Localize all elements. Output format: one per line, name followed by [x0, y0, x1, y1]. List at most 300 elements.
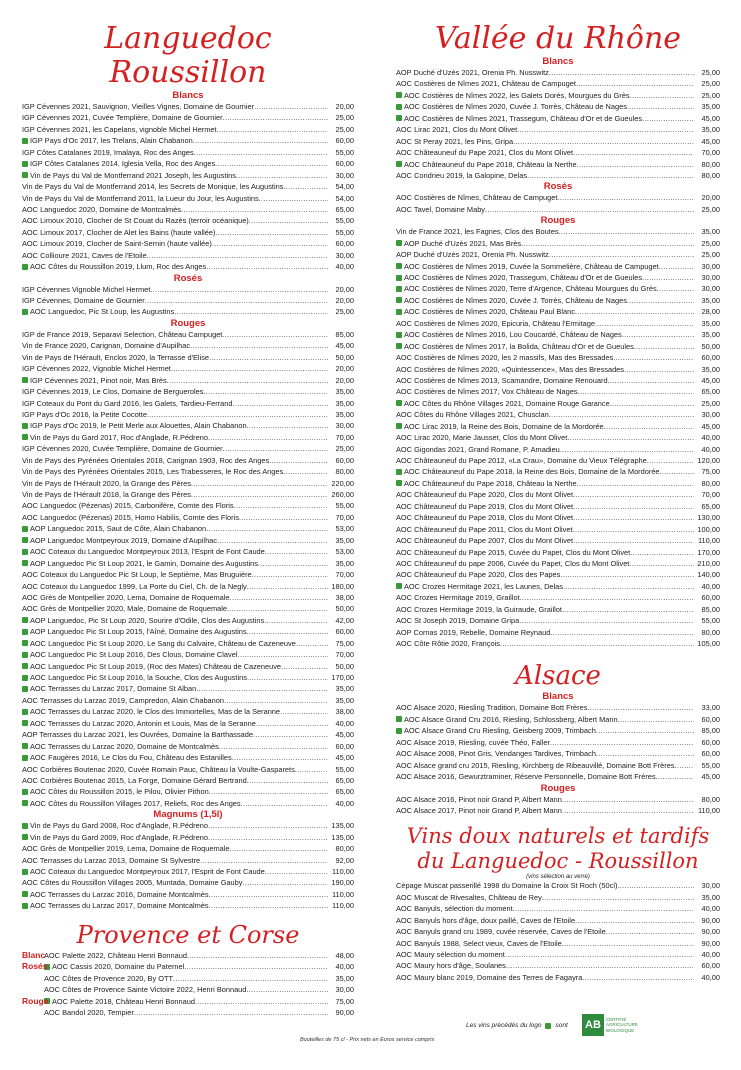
wine-name: IGP Pays d'Oc 2017, les Trelans, Alain Chabanon — [30, 136, 193, 146]
wine-row — [396, 581, 720, 592]
wine-price: 70,00 — [328, 569, 354, 580]
wine-price: 90,00 — [694, 915, 720, 926]
wine-price: 40,00 — [694, 949, 720, 960]
wine-price: 70,00 — [328, 512, 354, 523]
wine-price: 20,00 — [694, 192, 720, 203]
wine-price: 20,00 — [328, 363, 354, 374]
wine-name: AOP Terrasses du Larzac 2021, les Ouvrées, Domaine la Barthassade — [22, 730, 254, 740]
wine-row — [22, 352, 354, 363]
wine-name: AOC Terrasses du Larzac 2020, Domaine de Montcalmès — [30, 741, 219, 751]
wine-row — [22, 683, 354, 694]
wine-row — [22, 877, 354, 888]
wine-name: AOP Languedoc, Pic St Loup 2020, Sourire d'Odile, Clos des Augustins — [30, 615, 265, 625]
wine-price: 65,00 — [694, 501, 720, 512]
provence-list — [22, 950, 354, 1019]
wine-price: 35,00 — [694, 329, 720, 340]
wine-row — [396, 638, 720, 649]
wine-price: 220,00 — [328, 478, 354, 489]
wine-name: Vin de Pays de l'Hérault 2018, la Grange des Pères — [22, 490, 191, 499]
wine-row — [396, 892, 720, 903]
wine-price: 30,00 — [328, 984, 354, 995]
wine-price: 60,00 — [694, 737, 720, 748]
wine-row — [396, 455, 720, 466]
wine-price: 60,00 — [694, 714, 720, 725]
bio-leaf-icon — [396, 716, 402, 722]
wine-row — [22, 158, 354, 169]
wine-price: 65,00 — [328, 204, 354, 215]
wine-row — [396, 238, 720, 249]
wine-price: 65,00 — [694, 386, 720, 397]
wine-name: AOC Languedoc, Pic St Loup, les Augustins — [30, 307, 175, 317]
bio-leaf-icon — [22, 869, 28, 875]
bio-leaf-icon — [22, 617, 28, 623]
bio-leaf-icon — [396, 400, 402, 406]
bio-leaf-icon — [396, 343, 402, 349]
wine-price: 30,00 — [328, 420, 354, 431]
bio-leaf-icon — [22, 264, 28, 270]
wine-price: 55,00 — [694, 615, 720, 626]
wine-row — [22, 661, 354, 672]
wine-row — [22, 900, 354, 911]
wine-price: 35,00 — [694, 124, 720, 135]
wine-name: IGP Côtes Catalanes 2019, Imalaya, Roc des Anges — [22, 147, 194, 157]
wine-name: AOC Bandol 2020, Tempier — [44, 1007, 134, 1017]
wine-row — [22, 729, 354, 740]
wine-name: AOC Châteauneuf du Pape 2019, Clos du Mont Olivet — [396, 501, 574, 511]
wine-price: 25,00 — [328, 443, 354, 454]
wine-name: AOC St Peray 2021, les Pins, Gripa — [396, 136, 514, 146]
wine-price: 40,00 — [694, 444, 720, 455]
wine-row — [22, 135, 354, 146]
wine-name: AOC Côtes du Rhône Villages 2021, Chusclan — [396, 410, 549, 420]
wine-row — [22, 961, 354, 972]
wine-price: 45,00 — [694, 136, 720, 147]
bio-leaf-icon — [22, 423, 28, 429]
wine-row — [396, 737, 720, 748]
wine-row — [396, 558, 720, 569]
wine-price: 110,00 — [328, 889, 354, 900]
wine-row — [22, 386, 354, 397]
wine-price: 135,00 — [328, 832, 354, 843]
wine-row — [22, 193, 354, 204]
wine-row — [22, 638, 354, 649]
wine-name: AOC Terrasses du Larzac 2020, Antonin et Louis, Mas de la Seranne — [30, 718, 256, 728]
bio-leaf-icon — [22, 800, 28, 806]
wine-price: 30,00 — [694, 880, 720, 891]
wine-row — [396, 926, 720, 937]
alsace-title: Alsace — [515, 661, 601, 692]
wine-name: IGP Cévennes 2021, Pinot noir, Mas Brès — [30, 375, 167, 385]
wine-price: 20,00 — [328, 295, 354, 306]
wine-row — [396, 702, 720, 713]
wine-name: AOC Costières de Nîmes 2016, Lou Coucardé, Château de Nages — [404, 330, 622, 340]
wine-row — [22, 615, 354, 626]
wine-row — [396, 352, 720, 363]
wine-price: 55,00 — [328, 500, 354, 511]
wine-name: AOC Châteauneuf du Pape 2018, Château la Nerthe — [404, 478, 577, 488]
wine-price: 60,00 — [328, 455, 354, 466]
wine-name: AOC Châteauneuf du Pape 2015, Cuvée du Papet, Clos du Mont Olivet — [396, 547, 631, 557]
bio-leaf-icon — [22, 434, 28, 440]
wine-row — [396, 524, 720, 535]
wine-name: Vin de Pays des Pyrénées Orientales 2018, Carignan 1903, Roc des Anges — [22, 455, 270, 465]
wine-price: 25,00 — [694, 249, 720, 260]
wine-name: IGP Pays d'Oc 2016, la Petite Cocotte — [22, 409, 147, 419]
ab-logo-text: CERTIFIÉ AGRICULTURE BIOLOGIQUE — [606, 1016, 638, 1033]
wine-row — [22, 101, 354, 112]
wine-name: AOC Crozes Hermitage 2019, la Guiraude, Graillot — [396, 604, 562, 614]
wine-price: 40,00 — [694, 972, 720, 983]
wine-row — [22, 786, 354, 797]
wine-row — [396, 78, 720, 89]
provence-color-label: Rosés — [22, 961, 48, 972]
wine-price: 20,00 — [328, 284, 354, 295]
provence-title: Provence et Corse — [76, 920, 300, 949]
wine-row — [22, 775, 354, 786]
bio-leaf-icon — [396, 297, 402, 303]
wine-name: AOC Alsace Grand Cru 2016, Riesling, Schlossberg, Albert Mann — [404, 714, 618, 724]
bio-leaf-icon — [22, 891, 28, 897]
wine-name: IGP Côtes Catalanes 2014, Iglesia Vella, Roc des Anges — [30, 159, 216, 169]
wine-name: AOC Costières de Nîmes 2020, les 2 massifs, Mas des Bressades — [396, 353, 614, 363]
wine-row — [22, 752, 354, 763]
wine-price: 48,00 — [328, 950, 354, 961]
wine-price: 85,00 — [328, 329, 354, 340]
wine-row — [22, 512, 354, 523]
wine-name: Vin de Pays du Val de Montferrand 2021 Joseph, les Augustins — [30, 170, 236, 180]
wine-price: 210,00 — [694, 558, 720, 569]
wine-name: IGP de France 2019, Separavi Selection, Château Campuget — [22, 329, 223, 339]
wine-name: AOP Languedoc Pic St Loup 2021, le Gamin, Domaine des Augustins — [30, 558, 258, 568]
wine-row — [22, 340, 354, 351]
wine-price: 80,00 — [694, 159, 720, 170]
wine-price: 92,00 — [328, 855, 354, 866]
wine-row — [22, 866, 354, 877]
wine-price: 30,00 — [694, 283, 720, 294]
wine-name: AOC Grès de Montpellier 2020, Male, Domaine de Roquemale — [22, 604, 227, 614]
wine-price: 60,00 — [328, 135, 354, 146]
wine-row — [396, 283, 720, 294]
wine-price: 70,00 — [694, 147, 720, 158]
wine-row — [44, 984, 354, 995]
wine-price: 80,00 — [328, 843, 354, 854]
wine-price: 80,00 — [328, 466, 354, 477]
wine-name: AOC Terrasses du Larzac 2019, Campredon, Alain Chabanon — [22, 695, 224, 705]
wine-row — [396, 903, 720, 914]
wine-name: IGP Cévennes 2021, les Capelans, vignoble Michel Hermet — [22, 124, 217, 134]
wine-row — [396, 725, 720, 736]
wine-name: AOC Lirac 2020, Marie Jausset, Clos du Mont Olivet — [396, 433, 568, 443]
wine-row — [396, 771, 720, 782]
wine-row — [22, 466, 354, 477]
wine-name: IGP Pays d'Oc 2019, le Petit Merle aux Alouettes, Alain Chabanon — [30, 421, 247, 431]
wine-price: 40,00 — [328, 798, 354, 809]
wine-row — [396, 113, 720, 124]
wine-price: 55,00 — [328, 147, 354, 158]
bio-leaf-icon — [22, 823, 28, 829]
wine-row — [44, 1007, 354, 1018]
provence-color-label: Blanc — [22, 949, 46, 960]
wine-price: 65,00 — [328, 775, 354, 786]
wine-row — [22, 112, 354, 123]
wine-row — [396, 489, 720, 500]
wine-row — [396, 972, 720, 983]
wine-row — [396, 478, 720, 489]
wine-name: AOC Costières de Nîmes 2021, Château de Campuget — [396, 79, 576, 89]
bio-leaf-icon — [396, 423, 402, 429]
wine-price: 45,00 — [328, 340, 354, 351]
bio-leaf-icon — [396, 92, 402, 98]
wine-name: Vin de Pays du Val de Montferrand 2011, la Lueur du Jour, les Augustins — [22, 193, 259, 203]
wine-name: AOC Lirac 2021, Clos du Mont Olivet — [396, 125, 518, 135]
wine-row — [396, 375, 720, 386]
wine-price: 60,00 — [694, 592, 720, 603]
wine-price: 180,00 — [328, 581, 354, 592]
wine-price: 30,00 — [328, 250, 354, 261]
ab-logo — [582, 1014, 650, 1036]
wine-name: Vin de Pays de l'Hérault 2020, la Grange des Pères — [22, 478, 191, 488]
wine-name: AOC Condrieu 2019, la Galopine, Delas — [396, 170, 528, 180]
bio-leaf-icon — [22, 652, 28, 658]
bio-leaf-icon — [396, 728, 402, 734]
wine-name: IGP Coteaux du Pont du Gard 2016, les Galets, Tardieu-Ferrand — [22, 398, 233, 408]
wine-row — [22, 843, 354, 854]
wine-name: AOC Alsace grand cru 2015, Riesling, Kirchberg de Ribeauvillé, Domaine Bott Frères — [396, 760, 675, 770]
wine-row — [44, 973, 354, 984]
section-heading: Magnums (1,5l) — [153, 809, 223, 821]
bio-leaf-icon — [396, 104, 402, 110]
wine-name: AOC Costières de Nîmes 2020, «Quintessence», Mas des Bressades — [396, 364, 624, 374]
wine-price: 190,00 — [328, 877, 354, 888]
wine-price: 85,00 — [694, 604, 720, 615]
wine-price: 35,00 — [328, 535, 354, 546]
wine-row — [396, 432, 720, 443]
wine-row — [396, 880, 720, 891]
wine-price: 40,00 — [328, 718, 354, 729]
wine-price: 25,00 — [694, 398, 720, 409]
wine-row — [22, 432, 354, 443]
wine-row — [396, 569, 720, 580]
wine-name: AOC Châteauneuf du Pape 2020, Clos du Mont Olivet — [396, 490, 574, 500]
wine-row — [22, 455, 354, 466]
wine-price: 45,00 — [328, 729, 354, 740]
wine-name: AOC Châteauneuf du Pape 2018, Château la Nerthe — [404, 159, 577, 169]
wine-name: AOC Languedoc Pic St Loup 2016, Des Clous, Domaine Clavel — [30, 650, 238, 660]
wine-row — [22, 798, 354, 809]
languedoc-title: Languedoc Roussillon — [104, 21, 272, 90]
wine-price: 80,00 — [694, 170, 720, 181]
wine-row — [396, 67, 720, 78]
wine-price: 35,00 — [694, 892, 720, 903]
wine-row — [396, 101, 720, 112]
wine-price: 54,00 — [328, 193, 354, 204]
wine-name: Vin de France 2020, Carignan, Domaine d'Aupilhac — [22, 341, 191, 351]
wine-price: 35,00 — [328, 973, 354, 984]
bio-leaf-icon — [22, 549, 28, 555]
bio-leaf-icon — [22, 686, 28, 692]
wine-name: AOP Duché d'Uzès 2021, Orenia Ph. Nusswitz — [396, 68, 549, 77]
bio-leaf-icon — [22, 789, 28, 795]
wine-name: AOC Terrasses du Larzac 2016, Domaine Montcalmès — [30, 889, 209, 899]
wine-row — [22, 626, 354, 637]
wine-name: AOC Côtes de Provence Sainte Victoire 2022, Henri Bonnaud — [44, 985, 247, 995]
wine-row — [22, 306, 354, 317]
wine-row — [22, 261, 354, 272]
wine-row — [396, 90, 720, 101]
wine-name: AOC Costières de Nîmes 2017, la Bolida, Château d'Or et de Gueules — [404, 341, 634, 351]
wine-price: 170,00 — [694, 547, 720, 558]
wine-price: 20,00 — [328, 101, 354, 112]
wine-name: AOC Châteauneuf du Pape 2007, Clos du Mont Olivet — [396, 536, 574, 546]
wine-row — [396, 170, 720, 181]
wine-row — [22, 764, 354, 775]
wine-row — [396, 466, 720, 477]
wine-row — [22, 181, 354, 192]
ab-logo-icon: AB — [582, 1014, 604, 1036]
wine-price: 35,00 — [328, 398, 354, 409]
wine-name: AOC Côtes du Roussillon Villages 2005, Muntada, Domaine Gauby — [22, 878, 243, 888]
wine-row — [22, 889, 354, 900]
wine-price: 75,00 — [328, 638, 354, 649]
wine-name: AOC Gigondas 2021, Grand Romane, P. Amadieu — [396, 444, 560, 454]
wine-name: AOC Châteauneuf du Pape 2021, Clos du Mont Olivet — [396, 148, 574, 158]
wine-name: Vin de Pays du Gard 2017, Roc d'Anglade, R.Pédreno — [30, 432, 208, 442]
wine-price: 60,00 — [328, 741, 354, 752]
wine-name: AOC Limoux 2010, Clocher de St Couat du Razès (terroir océanique) — [22, 216, 249, 226]
wine-row — [396, 192, 720, 203]
wine-name: AOC Maury sélection du moment — [396, 950, 505, 959]
wine-name: AOC Crozes Hermitage 2021, les Launes, Delas — [404, 581, 563, 591]
vdn-note: (vins sélection au verre) — [526, 874, 590, 881]
wine-row — [22, 558, 354, 569]
wine-row — [396, 364, 720, 375]
wine-name: AOC Coteaux du Languedoc Montpeyroux 2013, l'Esprit de Font Caude — [30, 547, 265, 557]
wine-name: IGP Cévennes 2021, Cuvée Templière, Domaine de Gournier — [22, 113, 223, 123]
wine-name: AOC Banyuls, sélection du moment — [396, 904, 513, 914]
wine-name: AOC Limoux 2019, Clocher de Saint-Sernin (haute vallée) — [22, 239, 212, 249]
bio-leaf-icon — [396, 480, 402, 486]
wine-price: 35,00 — [328, 386, 354, 397]
wine-name: AOC Languedoc Pic St Loup 2020, Le Sang du Calvaire, Château de Cazeneuve — [30, 638, 296, 648]
wine-price: 30,00 — [694, 272, 720, 283]
wine-price: 170,00 — [328, 672, 354, 683]
wine-price: 40,00 — [328, 961, 354, 972]
wine-name: IGP Cévennes, Domaine de Gournier — [22, 296, 145, 305]
bio-leaf-icon — [22, 709, 28, 715]
wine-name: Vin de Pays du Val de Montferrand 2014, les Secrets de Monique, les Augustins — [22, 182, 284, 192]
wine-row — [396, 398, 720, 409]
wine-price: 110,00 — [694, 535, 720, 546]
wine-name: AOC Tavel, Domaine Maby — [396, 204, 485, 214]
wine-name: AOC Banyuls hors d'âge, doux paillé, Caves de l'Etoile — [396, 915, 576, 925]
wine-price: 70,00 — [694, 489, 720, 500]
wine-name: AOC Costières de Nîmes 2020, Terre d'Argence, Château Mourgues du Grès — [404, 284, 657, 294]
wine-price: 28,00 — [694, 306, 720, 317]
bio-leaf-icon — [396, 263, 402, 269]
wine-row — [22, 741, 354, 752]
wine-price: 33,00 — [694, 702, 720, 713]
wine-price: 60,00 — [328, 158, 354, 169]
wine-name: AOP Cornas 2019, Rebelle, Domaine Reynaud — [396, 627, 551, 637]
wine-row — [22, 500, 354, 511]
wine-price: 35,00 — [328, 695, 354, 706]
bio-leaf-icon — [22, 640, 28, 646]
wine-row — [22, 284, 354, 295]
wine-price: 260,00 — [328, 489, 354, 500]
wine-price: 130,00 — [694, 512, 720, 523]
wine-row — [396, 295, 720, 306]
section-heading: Rosés — [543, 181, 573, 193]
wine-name: AOP Languedoc Montpeyroux 2019, Domaine d'Aupilhac — [30, 535, 217, 545]
wine-name: IGP Cévennes 2020, Cuvée Templière, Domaine de Gournier — [22, 444, 223, 454]
bio-leaf-icon — [396, 583, 402, 589]
wine-price: 110,00 — [694, 805, 720, 816]
bio-leaf-icon — [22, 834, 28, 840]
wine-price: 40,00 — [694, 432, 720, 443]
bio-leaf-icon — [396, 115, 402, 121]
vdn-title-line1: Vins doux naturels et tardifs — [406, 824, 710, 849]
wine-row — [22, 820, 354, 831]
bio-leaf-icon — [396, 275, 402, 281]
wine-name: IGP Cévennes 2022, Vignoble Michel Hermet — [22, 364, 171, 374]
wine-price: 45,00 — [694, 421, 720, 432]
wine-name: AOC Coteaux du Languedoc 1999, La Porte du Ciel, Ch. de la Negly — [22, 581, 247, 591]
wine-row — [396, 535, 720, 546]
wine-row — [22, 124, 354, 135]
section-heading: Blancs — [542, 56, 574, 67]
wine-name: AOC Châteauneuf du Pape 2020, Clos des Papes — [396, 570, 561, 580]
wine-row — [22, 250, 354, 261]
wine-row — [22, 855, 354, 866]
bio-leaf-icon — [22, 537, 28, 543]
alsace-list — [396, 691, 720, 816]
wine-row — [22, 147, 354, 158]
wine-price: 35,00 — [328, 683, 354, 694]
wine-row — [22, 409, 354, 420]
wine-price: 80,00 — [694, 794, 720, 805]
bio-leaf-icon — [22, 755, 28, 761]
wine-row — [22, 672, 354, 683]
wine-name: AOC Collioure 2021, Caves de l'Etoile — [22, 250, 147, 260]
wine-name: AOC Côtes du Rhône Villages 2021, Domaine Rouge Garance — [404, 398, 610, 408]
vdn-title-line2: du Languedoc - Roussillon — [417, 849, 699, 874]
wine-price: 60,00 — [694, 748, 720, 759]
section-heading: Blancs — [542, 691, 574, 703]
wine-name: AOC Languedoc (Pézenas) 2015, Homo Habilis, Comte des Floris — [22, 512, 239, 522]
wine-price: 30,00 — [694, 261, 720, 272]
vdn-list — [396, 880, 720, 983]
wine-price: 50,00 — [328, 352, 354, 363]
wine-row — [396, 714, 720, 725]
bio-note — [466, 1022, 568, 1029]
bio-leaf-icon — [22, 172, 28, 178]
wine-price: 75,00 — [694, 466, 720, 477]
wine-row — [22, 546, 354, 557]
wine-name: AOC Palette 2022, Château Henri Bonnaud — [44, 950, 187, 960]
wine-name: AOC Banyuls 1988, Select vieux, Caves de l'Etoile — [396, 938, 562, 948]
wine-name: AOC Faugères 2016, Le Clos du Fou, Château des Estanilles — [30, 753, 232, 763]
wine-price: 25,00 — [694, 204, 720, 215]
wine-row — [396, 159, 720, 170]
bio-note-before: Les vins précédés du logo — [466, 1022, 542, 1029]
bio-leaf-icon — [396, 240, 402, 246]
wine-price: 25,00 — [694, 67, 720, 78]
wine-row — [22, 706, 354, 717]
wine-name: AOC Coteaux du Languedoc Montpeyroux 2017, l'Esprit de Font Caude — [30, 867, 265, 876]
wine-price: 35,00 — [694, 295, 720, 306]
wine-price: 35,00 — [694, 318, 720, 329]
wine-row — [22, 443, 354, 454]
